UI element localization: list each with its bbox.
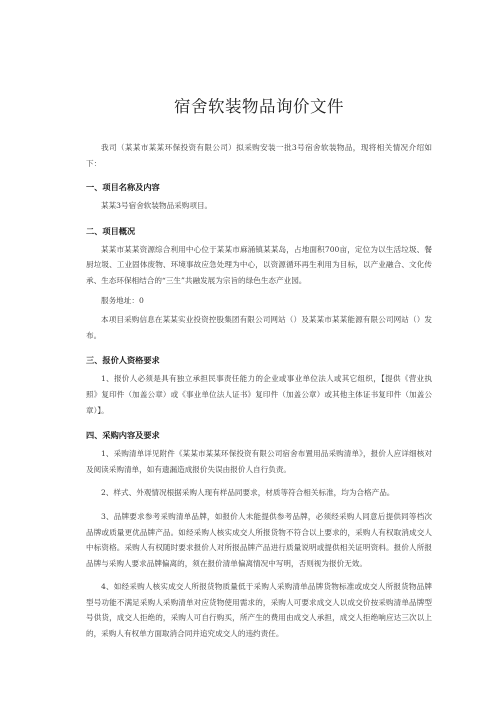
- section-paragraph: 1、报价人必须是具有独立承担民事责任能力的企业或事业单位法人或其它组织，【提供《营业执照》复印件（加盖公章）或《事业单位法人证书》复印件（加盖公章）或其他主体证书复印件（加盖公章）】。: [86, 374, 432, 415]
- section-heading-procurement: 四、采购内容及要求: [86, 430, 160, 441]
- section-paragraph: 本项目采购信息在某某实业投资控股集团有限公司网站（）及某某市某某能源有限公司网站（）发布。: [86, 315, 432, 340]
- intro-paragraph: 我司（某某市某某环保投资有限公司）拟采购安装一批3号宿舍软装物品，现将相关情况介绍如下：: [86, 143, 432, 168]
- section-paragraph: 4、如经采购人核实成交人所报货物质量低于采购人采购清单品牌货物标准或成交人所报货物品牌型号功能不满足采购人采购清单对应货物使用需求的，采购人可要求成交人以成交价按采购清单品牌型号供货，成交人拒绝的，采购人可自行购买，所产生的费用由成交人承担，成交人拒绝响应达三次以上的，采购人有权单方面取消合同并追究成交人的违约责任。: [86, 582, 432, 639]
- section-paragraph: 3、品牌要求参考采购清单品牌，如报价人未能提供参考品牌，必须经采购人同意后提供同等档次品牌或质量更优品牌产品。如经采购人核实成交人所报货物不符合以上要求的，采购人有权取消成交人中标资格。采购人有权随时要求报价人对所报品牌产品进行质量说明或提供相关证明资料。报价人所报品牌与采购人要求品牌偏离的，须在报价清单偏离情况中写明，否则视为报价无效。: [86, 511, 432, 568]
- section-paragraph: 某某3号宿舍软装物品采购项目。: [101, 201, 213, 211]
- document-title: 宿舍软装物品询价文件: [174, 97, 344, 116]
- section-paragraph: 某某市某某资源综合利用中心位于某某市麻涌镇某某岛，占地面积700亩，定位为以生活垃圾、餐厨垃圾、工业固体废物、环境事故应急处理为中心，以资源循环再生利用为目标，以产业融合、文化传承、生态环保相结合的“三生”共融发展为宗旨的绿色生态产业园。: [86, 244, 432, 285]
- section-heading-project-overview: 二、项目概况: [86, 225, 136, 236]
- section-paragraph: 2、样式、外观情况根据采购人现有样品同要求，材质等符合相关标准，均为合格产品。: [101, 488, 395, 498]
- section-heading-project-name: 一、项目名称及内容: [86, 182, 160, 193]
- service-address: 服务地址：0: [101, 295, 144, 305]
- section-heading-qualification: 三、报价人资格要求: [86, 355, 160, 366]
- section-paragraph: 1、采购清单详见附件《某某市某某环保投资有限公司宿舍布置用品采购清单》，报价人应详细核对及阅读采购清单，如有遗漏造成报价失误由报价人自行负责。: [86, 449, 432, 474]
